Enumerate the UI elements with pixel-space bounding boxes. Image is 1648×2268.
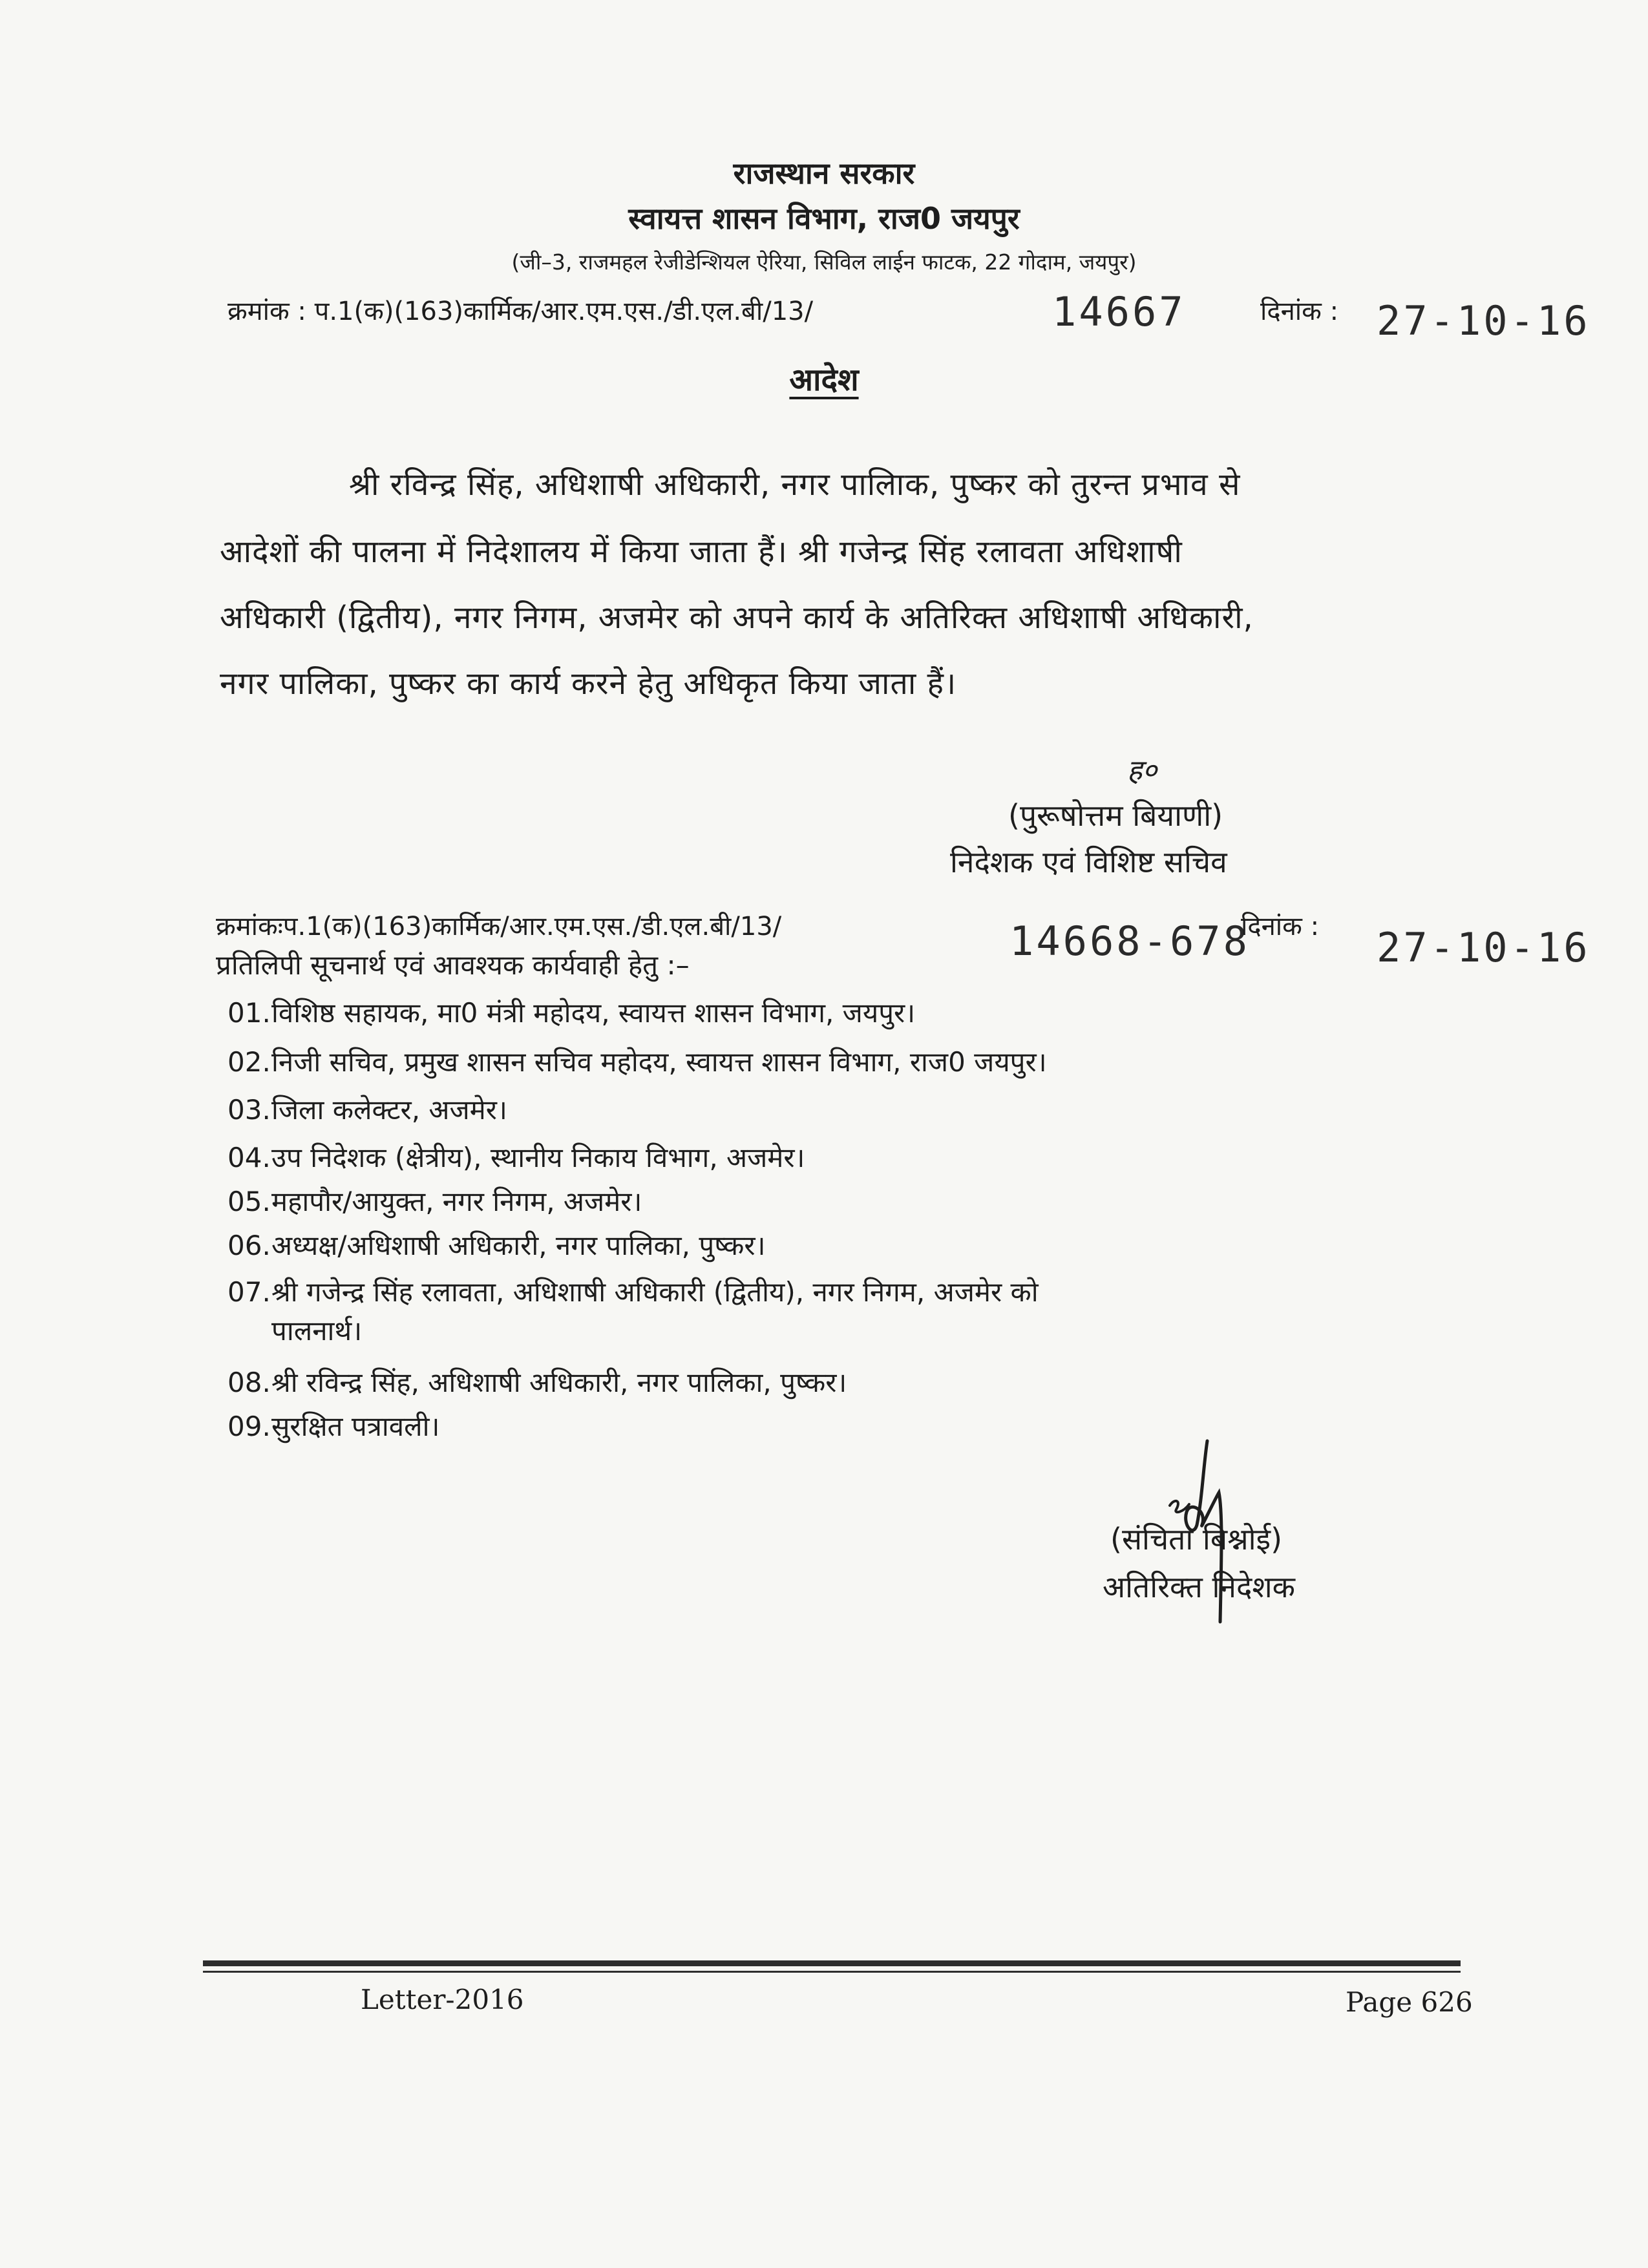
handwritten-date: 27-10-16 xyxy=(1377,924,1590,971)
header-government: राजस्थान सरकार xyxy=(733,156,915,191)
order-title: आदेश xyxy=(789,362,859,398)
date-label: दिनांक : xyxy=(1260,297,1339,326)
header-address: (जी–3, राजमहल रेजीडेन्शियल ऐरिया, सिविल लाईन फाटक, 22 गोदाम, जयपुर) xyxy=(511,249,1137,275)
copy-reference-printed: क्रमांकःप.1(क)(163)कार्मिक/आर.एम.एस./डी.एल.बी/13/ xyxy=(216,912,782,941)
signature-initial: ह० xyxy=(1127,754,1157,787)
footer-rule xyxy=(203,1960,1461,1966)
list-item: 08.श्री रविन्द्र सिंह, अधिशाषी अधिकारी, नगर पालिका, पुष्कर। xyxy=(227,1367,847,1398)
handwritten-dispatch-number: 14667 xyxy=(1052,288,1186,335)
list-item: 07.श्री गजेन्द्र सिंह रलावता, अधिशाषी अधिकारी (द्वितीय), नगर निगम, अजमेर को xyxy=(227,1276,1039,1308)
handwritten-dispatch-range: 14668-678 xyxy=(1009,918,1250,965)
signatory-name: (संचिता बिश्नोई) xyxy=(1110,1522,1283,1557)
date-label: दिनांक : xyxy=(1241,912,1320,941)
list-item: 04.उप निदेशक (क्षेत्रीय), स्थानीय निकाय विभाग, अजमेर। xyxy=(227,1142,805,1173)
reference-number-printed: क्रमांक : प.1(क)(163)कार्मिक/आर.एम.एस./डी.एल.बी/13/ xyxy=(227,297,814,326)
order-body-line: श्री रविन्द्र सिंह, अधिशाषी अधिकारी, नगर पालिाक, पुष्कर को तुरन्त प्रभाव से xyxy=(349,467,1241,503)
footer-letter-year: Letter-2016 xyxy=(361,1984,524,2015)
copy-heading: प्रतिलिपी सूचनार्थ एवं आवश्यक कार्यवाही हेतु :– xyxy=(216,949,690,981)
list-item: 05.महापौर/आयुक्त, नगर निगम, अजमेर। xyxy=(227,1186,642,1217)
list-item: 02.निजी सचिव, प्रमुख शासन सचिव महोदय, स्वायत्त शासन विभाग, राज0 जयपुर। xyxy=(227,1046,1047,1078)
signatory-designation: अतिरिक्त निदेशक xyxy=(1103,1570,1295,1604)
order-reference xyxy=(227,292,813,328)
header-department: स्वायत्त शासन विभाग, राज0 जयपुर xyxy=(628,201,1020,236)
signatory-designation: निदेशक एवं विशिष्ट सचिव xyxy=(950,845,1227,879)
list-item: 03.जिला कलेक्टर, अजमेर। xyxy=(227,1094,507,1126)
footer-rule-thin xyxy=(203,1971,1461,1973)
footer-page-number: Page 626 xyxy=(1346,1986,1473,2018)
list-item: 09.सुरक्षित पत्रावली। xyxy=(227,1411,440,1442)
signatory-name: (पुरूषोत्तम बियाणी) xyxy=(1008,798,1223,833)
order-body-line: आदेशों की पालना में निदेशालय में किया जाता हैं। श्री गजेन्द्र सिंह रलावता अधिशाषी xyxy=(220,534,1183,570)
list-item: 01.विशिष्ठ सहायक, मा0 मंत्री महोदय, स्वायत्त शासन विभाग, जयपुर। xyxy=(227,997,916,1029)
handwritten-date: 27-10-16 xyxy=(1377,297,1590,344)
list-item: 06.अध्यक्ष/अधिशाषी अधिकारी, नगर पालिका, पुष्कर। xyxy=(227,1230,766,1261)
order-body-line: नगर पालिका, पुष्कर का कार्य करने हेतु अधिकृत किया जाता हैं। xyxy=(220,666,957,702)
list-item-continuation: पालनार्थ। xyxy=(271,1315,363,1347)
order-body-line: अधिकारी (द्वितीय), नगर निगम, अजमेर को अपने कार्य के अतिरिक्त अधिशाषी अधिकारी, xyxy=(220,600,1254,636)
